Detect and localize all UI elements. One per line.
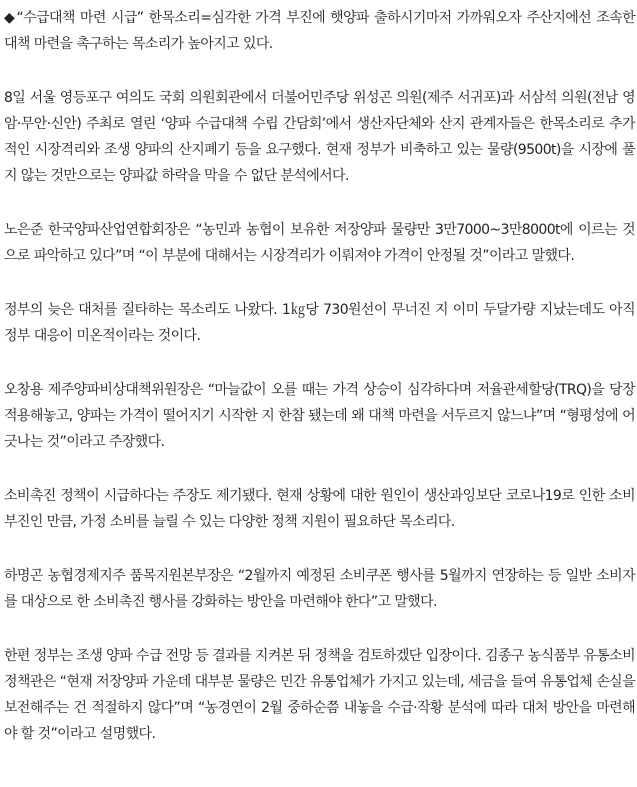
article-paragraph-7: 하명곤 농협경제지주 품목지원본부장은 “2월까지 예정된 소비쿠폰 행사를 5월까지 연장하는 등 일반 소비자를 대상으로 한 소비촉진 행사를 강화하는 방안을 마련해야 한다”고 말했다. (4, 568, 635, 610)
article-body (4, 5, 635, 775)
article-paragraph-3: 노은준 한국양파산업연합회장은 “농민과 농협이 보유한 저장양파 물량만 3만7000~3만8000t에 이르는 것으로 파악하고 있다”며 “이 부분에 대해서는 시장격리가 이뤄져야 가격이 안정될 것”이라고 말했다. (4, 222, 635, 264)
paragraph-text: “수급대책 마련 시급” 한목소리=심각한 가격 부진에 햇양파 출하시기마저 가까워오자 주산지에선 조속한 대책 마련을 촉구하는 목소리가 높아지고 있다. (4, 10, 635, 52)
article-paragraph-4: 정부의 늦은 대처를 질타하는 목소리도 나왔다. 1㎏당 730원선이 무너진 지 이미 두달가량 지났는데도 아직 정부 대응이 미온적이라는 것이다. (4, 302, 635, 344)
article-paragraph-8: 한편 정부는 조생 양파 수급 전망 등 결과를 지켜본 뒤 정책을 검토하겠단 입장이다. 김종구 농식품부 유통소비정책관은 “현재 저장양파 가운데 대부분 물량은 민간 유통업체가 가지고 있는데, 세금을 들여 유통업체 손실을 보전해주는 건 적절하지 않다”며 “농경연이 2월 중하순쯤 내놓을 수급·작황 분석에 따라 대처 방안을 마련해야 할 것”이라고 설명했다. (4, 648, 635, 742)
article-paragraph-5: 오창용 제주양파비상대책위원장은 “마늘값이 오를 때는 가격 상승이 심각하다며 저율관세할당(TRQ)을 당장 적용해놓고, 양파는 가격이 떨어지기 시작한 지 한참 됐는데 왜 대책 마련을 서두르지 않느냐”며 “형평성에 어긋나는 것”이라고 주장했다. (4, 382, 635, 450)
article-paragraph-6: 소비촉진 정책이 시급하다는 주장도 제기됐다. 현재 상황에 대한 원인이 생산과잉보단 코로나19로 인한 소비부진인 만큼, 가정 소비를 늘릴 수 있는 다양한 정책 지원이 필요하단 목소리다. (4, 488, 635, 530)
bullet-icon: ◆ (4, 10, 16, 26)
article-paragraph-1 (4, 5, 635, 57)
article-paragraph-2: 8일 서울 영등포구 여의도 국회 의원회관에서 더불어민주당 위성곤 의원(제주 서귀포)과 서삼석 의원(전남 영암·무안·신안) 주최로 열린 ‘양파 수급대책 수립 간담회’에서 생산자단체와 산지 관계자들은 한목소리로 추가적인 시장격리와 조생 양파의 산지폐기 등을 요구했다. 현재 정부가 비축하고 있는 물량(9500t)을 시장에 풀지 않는 것만으로는 양파값 하락을 막을 수 없단 분석에서다. (4, 90, 635, 184)
